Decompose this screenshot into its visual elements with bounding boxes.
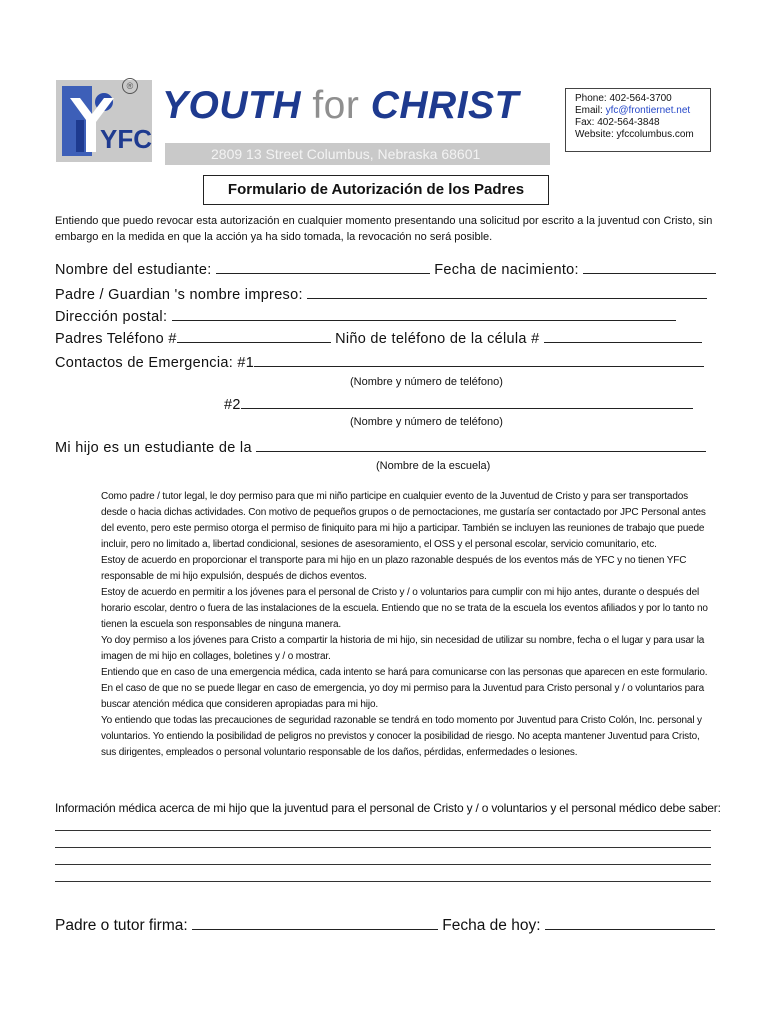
registered-mark: ® xyxy=(122,78,138,94)
medical-info-label: Información médica acerca de mi hijo que la juventud para el personal de Cristo y / o voluntarios y el personal médico debe saber: xyxy=(55,801,721,815)
logo-text: YFC xyxy=(100,124,152,154)
paragraph-meetings: Estoy de acuerdo en permitir a los jóvenes para el personal de Cristo y / o voluntarios para cumplir con mi hijo antes, durante o después del horario escolar, dentro o fuera de las instalaciones de la escuela. Entiendo que no se trata de la escuela los eventos afiliados y por lo tanto no tienen la escuela son responsables de ninguna manera. xyxy=(101,587,708,630)
yfc-logo xyxy=(56,80,152,162)
paragraph-medical-emergency: Entiendo que en caso de una emergencia médica, cada intento se hará para comunicarse con las personas que aparecen en este formulario. En el caso de que no se puede llegar en caso de emergencia, yo doy mi permiso para la Juventud para Cristo personal y / o voluntarios para buscar atención médica que consideren apropiadas para mi hijo. xyxy=(101,667,708,710)
contact-1-number: #1 xyxy=(237,355,255,371)
organization-name xyxy=(162,84,519,128)
signature-row xyxy=(55,915,715,935)
today-date-label: Fecha de hoy: xyxy=(442,917,541,934)
emergency-contact-1-field[interactable] xyxy=(254,352,704,367)
postal-address-label: Dirección postal: xyxy=(55,309,168,325)
birth-date-label: Fecha de nacimiento: xyxy=(434,262,579,278)
medical-line-4[interactable] xyxy=(55,881,711,882)
paragraph-story-image: Yo doy permiso a los jóvenes para Cristo a compartir la historia de mi hijo, sin necesidad de utilizar su nombre, fecha o el lugar y para usar la imagen de mi hijo en collages, boletines y / o mostrar. xyxy=(101,635,705,662)
child-cell-label: Niño de teléfono de la célula # xyxy=(335,331,540,347)
phone-text: Phone: 402-564-3700 xyxy=(575,93,672,104)
emergency-contact-1-row xyxy=(55,352,704,371)
child-cell-field[interactable] xyxy=(544,328,702,343)
parent-phone-label: Padres Teléfono # xyxy=(55,331,177,347)
email-label: Email: xyxy=(575,105,606,116)
student-name-label: Nombre del estudiante: xyxy=(55,262,212,278)
parent-signature-label: Padre o tutor firma: xyxy=(55,917,188,934)
website-text: Website: yfccolumbus.com xyxy=(575,129,694,140)
parent-phone-field[interactable] xyxy=(177,328,331,343)
today-date-field[interactable] xyxy=(545,915,715,930)
paragraph-permission-events: Como padre / tutor legal, le doy permiso para que mi niño participe en cualquier evento de la Juventud de Cristo y para ser transportados desde o hacia dichas actividades. Con motivo de pequeños grupos o de pernoctaciones, me gustaría ser contactado por JPC Personal antes del evento, pero este permiso otorga el permiso de finiquito para mi hijo a participar. También se incluyen las reuniones de trabajo que puede incluir, pero no limitado a, libertad condicional, sesiones de asesoramiento, el OSS y el personal escolar, servicio comunitario, etc. xyxy=(101,491,706,550)
emergency-contact-2-row xyxy=(224,394,693,413)
org-name-for: for xyxy=(312,84,360,127)
emergency-contact-2-field[interactable] xyxy=(241,394,693,409)
school-field[interactable] xyxy=(256,437,706,452)
school-hint: (Nombre de la escuela) xyxy=(376,460,491,472)
phones-row xyxy=(55,328,702,347)
medical-line-2[interactable] xyxy=(55,847,711,848)
school-row xyxy=(55,437,706,456)
guardian-name-row xyxy=(55,284,707,303)
emergency-contacts-label: Contactos de Emergencia: xyxy=(55,355,234,371)
org-name-christ: CHRIST xyxy=(370,84,519,127)
postal-address-row xyxy=(55,306,676,325)
medical-line-1[interactable] xyxy=(55,830,711,831)
contact-1-hint: (Nombre y número de teléfono) xyxy=(350,376,503,388)
permissions-text xyxy=(55,489,717,761)
org-name-youth: YOUTH xyxy=(162,84,301,127)
email-link[interactable]: yfc@frontiernet.net xyxy=(605,105,691,116)
contact-2-number: #2 xyxy=(224,397,241,413)
guardian-name-label: Padre / Guardian 's nombre impreso: xyxy=(55,287,303,303)
form-title: Formulario de Autorización de los Padres xyxy=(203,175,549,205)
student-name-field[interactable] xyxy=(216,259,430,274)
parent-signature-field[interactable] xyxy=(192,915,438,930)
postal-address-field[interactable] xyxy=(172,306,676,321)
yfc-logo-icon xyxy=(56,80,152,162)
address-bar: 2809 13 Street Columbus, Nebraska 68601 xyxy=(165,143,550,165)
birth-date-field[interactable] xyxy=(583,259,716,274)
email-line xyxy=(575,105,710,117)
paragraph-transport: Estoy de acuerdo en proporcionar el transporte para mi hijo en un plazo razonable después de los eventos más de YFC y no tienen YFC responsable de mi hijo expulsión, después de dichos eventos. xyxy=(101,555,687,582)
student-name-row xyxy=(55,259,716,278)
medical-line-3[interactable] xyxy=(55,864,711,865)
intro-paragraph: Entiendo que puedo revocar esta autorización en cualquier momento presentando una solicitud por escrito a la juventud con Cristo, sin embargo en la medida en que la acción ya ha sido tomada, la revocación no será posible. xyxy=(55,215,713,243)
contact-box xyxy=(565,88,711,152)
paragraph-safety: Yo entiendo que todas las precauciones de seguridad razonable se tendrá en todo momento por Juventud para Cristo Colón, Inc. personal y voluntarios. Yo entiendo la posibilidad de peligros no previstos y conocer la posibilidad de riesgo. No acepta mantener Juventud para Cristo, sus dirigentes, empleados o personal voluntario responsable de los daños, pérdidas, enfermedades o lesiones. xyxy=(101,715,702,758)
school-label: Mi hijo es un estudiante de la xyxy=(55,440,252,456)
contact-2-hint: (Nombre y número de teléfono) xyxy=(350,416,503,428)
fax-text: Fax: 402-564-3848 xyxy=(575,117,660,128)
guardian-name-field[interactable] xyxy=(307,284,707,299)
